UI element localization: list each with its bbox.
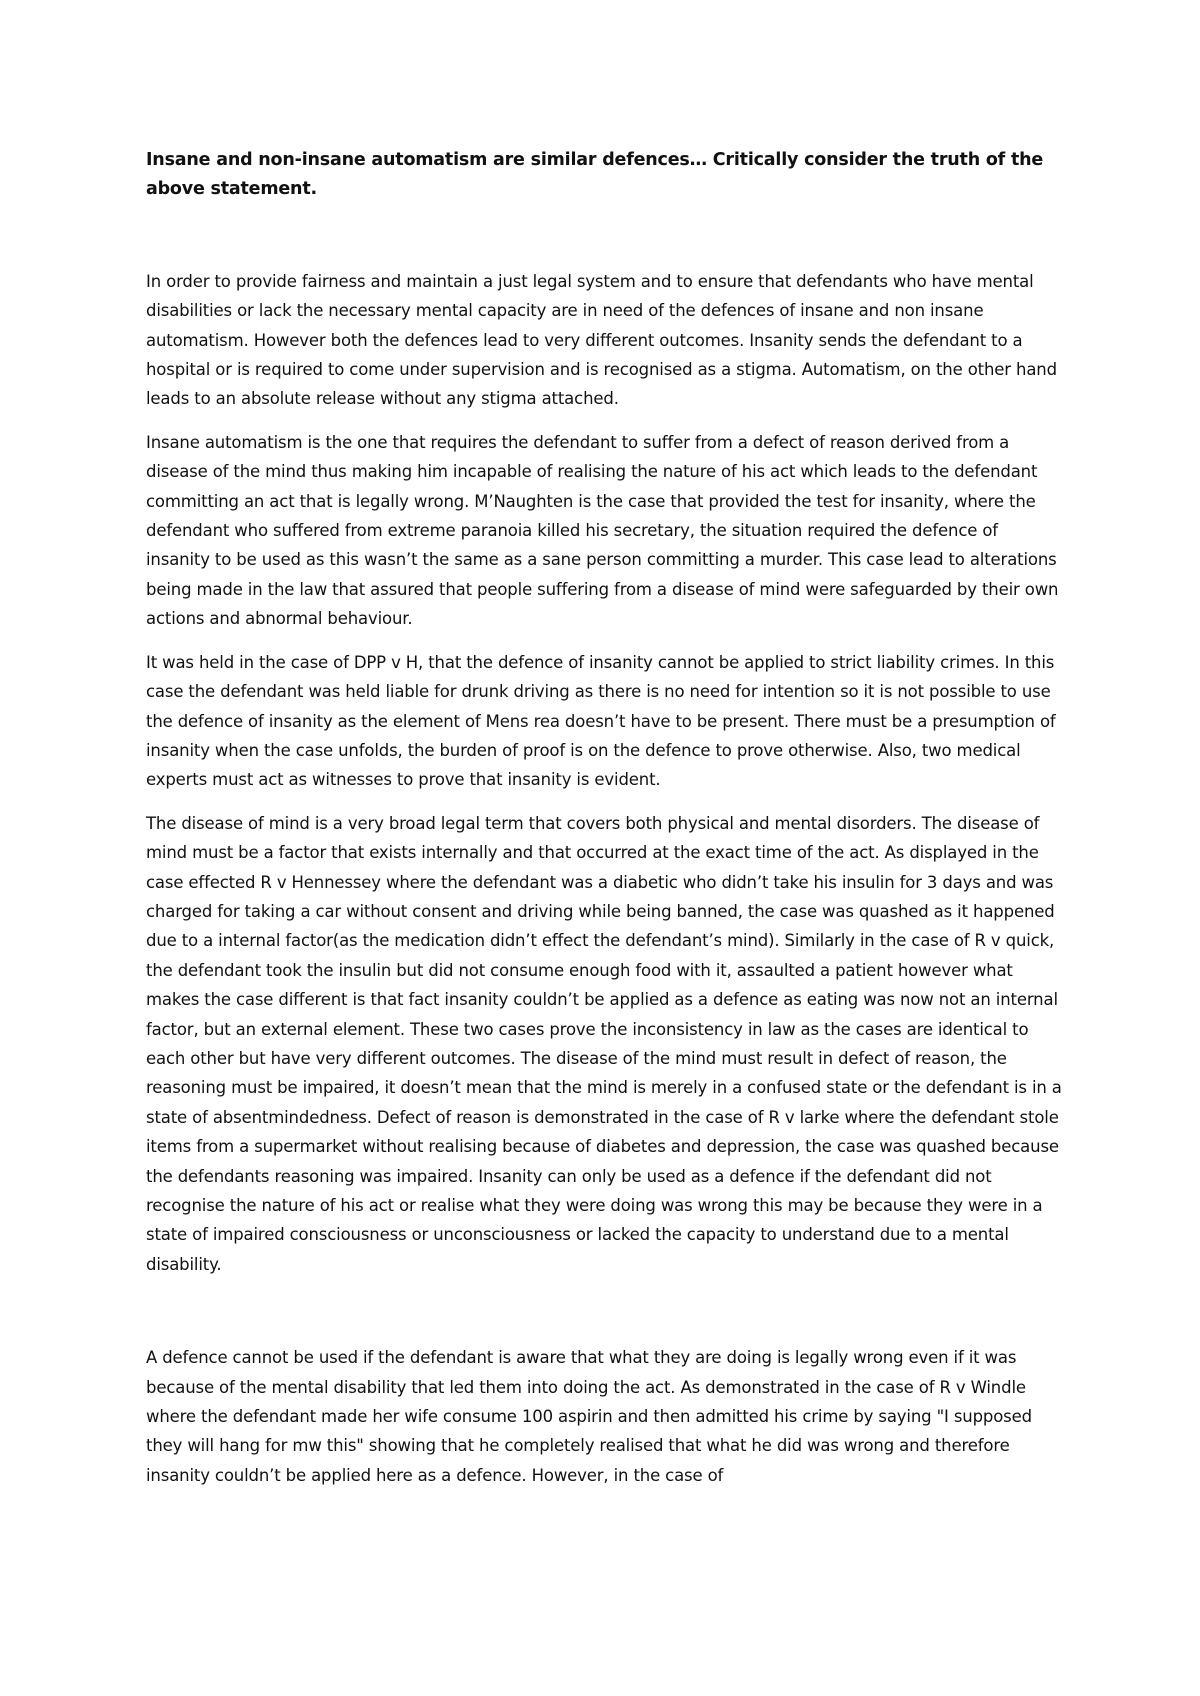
paragraph-r-v-windle: A defence cannot be used if the defendant is aware that what they are doing is legally wrong even if it was because of the mental disability that led them into doing the act. As demonstrated in the case of R v Windle where the defendant made her wife consume 100 aspirin and then admitted his crime by saying "I supposed they will hang for mw this" showing that he completely realised that what he did was wrong and therefore insanity couldn’t be applied here as a defence. However, in the case of: [146, 1348, 1032, 1485]
paragraph-insane-automatism: Insane automatism is the one that requires the defendant to suffer from a defect of reason derived from a disease of the mind thus making him incapable of realising the nature of his act which leads to the defendant committing an act that is legally wrong. M’Naughten is the case that provided the test for insanity, where the defendant who suffered from extreme paranoia killed his secretary, the situation required the defence of insanity to be used as this wasn’t the same as a sane person committing a murder. This case lead to alterations being made in the law that assured that people suffering from a disease of mind were safeguarded by their own actions and abnormal behaviour.: [146, 432, 1059, 629]
document-body: [146, 146, 1062, 1504]
paragraph-disease-of-mind: The disease of mind is a very broad legal term that covers both physical and mental disorders. The disease of mind must be a factor that exists internally and that occurred at the exact time of the act. As displayed in the case effected R v Hennessey where the defendant was a diabetic who didn’t take his insulin for 3 days and was charged for taking a car without consent and driving while being banned, the case was quashed as it happened due to a internal factor(as the medication didn’t effect the defendant’s mind). Similarly in the case of R v quick, the defendant took the insulin but did not consume enough food with it, assaulted a patient however what makes the case different is that fact insanity couldn’t be applied as a defence as eating was now not an internal factor, but an external element. These two cases prove the inconsistency in law as the cases are identical to each other but have very different outcomes. The disease of the mind must result in defect of reason, the reasoning must be impaired, it doesn’t mean that the mind is merely in a confused state or the defendant is in a state of absentmindedness. Defect of reason is demonstrated in the case of R v larke where the defendant stole items from a supermarket without realising because of diabetes and depression, the case was quashed because the defendants reasoning was impaired. Insanity can only be used as a defence if the defendant did not recognise the nature of his act or realise what they were doing was wrong this may be because they were in a state of impaired consciousness or unconsciousness or lacked the capacity to understand due to a mental disability.: [146, 813, 1062, 1274]
essay-title: Insane and non-insane automatism are similar defences… Critically consider the truth of the above statement.: [146, 150, 1044, 200]
paragraph-introduction: In order to provide fairness and maintain a just legal system and to ensure that defendants who have mental disabilities or lack the necessary mental capacity are in need of the defences of insane and non insane automatism. However both the defences lead to very different outcomes. Insanity sends the defendant to a hospital or is required to come under supervision and is recognised as a stigma. Automatism, on the other hand leads to an absolute release without any stigma attached.: [146, 271, 1057, 409]
paragraph-dpp-v-h: It was held in the case of DPP v H, that the defence of insanity cannot be applied to strict liability crimes. In this case the defendant was held liable for drunk driving as there is no need for intention so it is not possible to use the defence of insanity as the element of Mens rea doesn’t have to be present. There must be a presumption of insanity when the case unfolds, the burden of proof is on the defence to prove otherwise. Also, two medical experts must act as witnesses to prove that insanity is evident.: [146, 652, 1056, 790]
